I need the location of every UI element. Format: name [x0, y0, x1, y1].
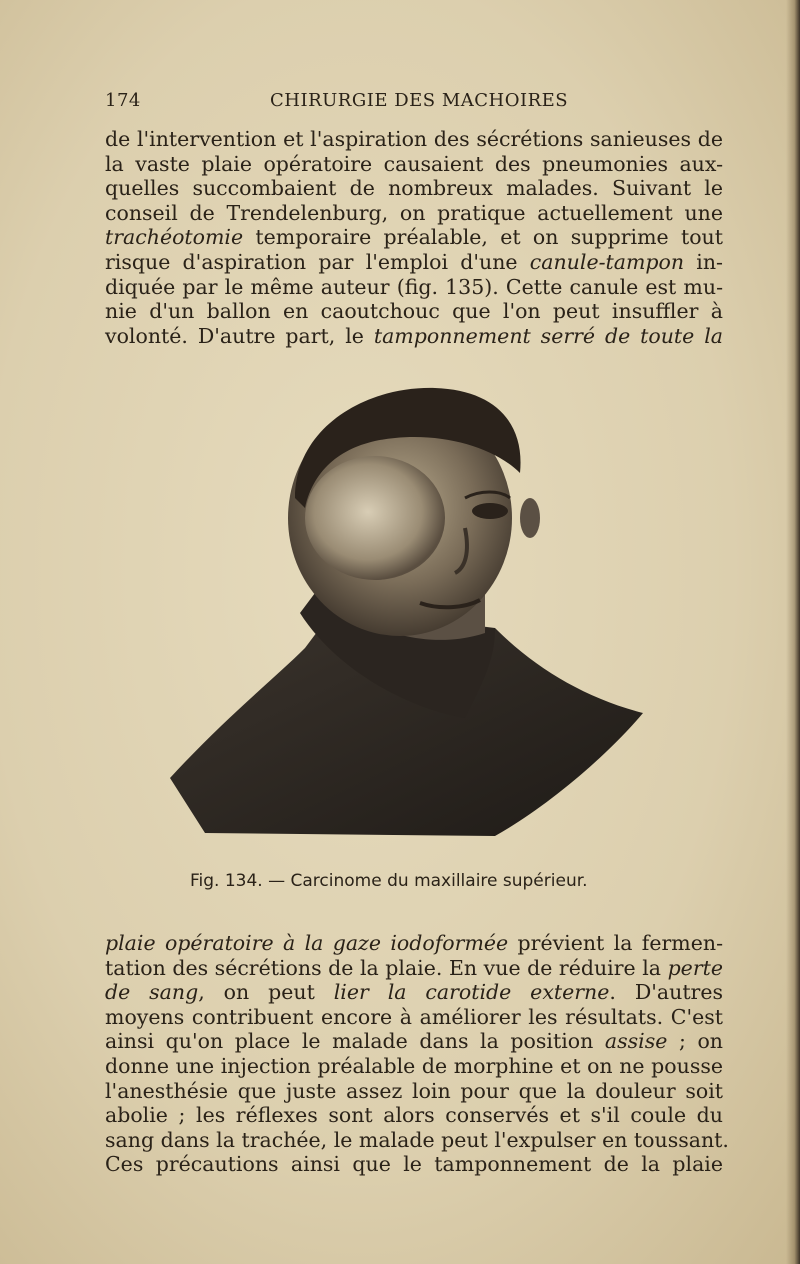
text-line	[105, 1079, 723, 1104]
text-run: l'anesthésie que juste assez loin pour que la douleur soit	[105, 1078, 723, 1103]
text-line	[105, 324, 723, 349]
italic-text: perte	[667, 955, 723, 980]
page-number: 174	[105, 90, 141, 111]
text-line	[105, 1152, 723, 1177]
text-run: prévient la fermen-	[508, 931, 723, 955]
tumor-swelling	[305, 456, 445, 580]
text-run: ; on	[667, 1029, 723, 1054]
portrait-illustration	[165, 378, 645, 843]
text-run: tation des sécrétions de la plaie. En vue de réduire la	[105, 955, 668, 980]
text-run: ainsi qu'on place le malade dans la position	[105, 1029, 605, 1054]
italic-text: canule-tampon	[529, 249, 685, 274]
text-run: moyens contribuent encore à améliorer les résultats. C'est	[105, 1004, 723, 1029]
text-run: quelles succombaient de nombreux malades. Suivant le	[105, 176, 723, 201]
text-run: abolie ; les réflexes sont alors conservés et s'il coule du	[105, 1103, 723, 1128]
text-run: donne une injection préalable de morphine et on ne pousse	[105, 1053, 723, 1078]
text-run: diquée par le même auteur (fig. 135). Cette canule est mu-	[105, 274, 723, 299]
text-line	[105, 127, 723, 152]
text-run: nie d'un ballon en caoutchouc que l'on peut insuffler à	[105, 299, 723, 324]
text-line	[105, 201, 723, 226]
text-line	[105, 275, 723, 300]
text-line	[105, 956, 723, 981]
text-run: . D'autres	[609, 980, 724, 1005]
italic-text: plaie opératoire à la gaze iodoformée	[105, 931, 509, 955]
text-line	[105, 1005, 723, 1030]
text-line	[105, 980, 723, 1005]
text-run: volonté. D'autre part, le	[105, 323, 374, 348]
text-line	[105, 250, 723, 275]
text-run: risque d'aspiration par l'emploi d'une	[105, 249, 530, 274]
paragraph-top	[105, 127, 723, 348]
running-title: CHIRURGIE DES MACHOIRES	[270, 90, 569, 111]
figure-caption: Fig. 134. — Carcinome du maxillaire supérieur.	[190, 871, 588, 891]
text-run: temporaire préalable, et on supprime tout	[243, 225, 723, 250]
text-run: conseil de Trendelenburg, on pratique actuellement une	[105, 200, 723, 225]
text-line	[105, 225, 723, 250]
text-run: la vaste plaie opératoire causaient des pneumonies aux-	[105, 151, 723, 176]
text-line	[105, 931, 723, 956]
text-run: de l'intervention et l'aspiration des sécrétions sanieuses de	[105, 127, 723, 151]
italic-text: lier la carotide externe	[333, 980, 610, 1005]
page-header	[105, 90, 725, 116]
text-line	[105, 1029, 723, 1054]
text-line	[105, 1054, 723, 1079]
text-run: Ces précautions ainsi que le tamponnement de la plaie	[105, 1152, 723, 1177]
text-line	[105, 1127, 729, 1153]
text-run: , on peut	[198, 980, 334, 1005]
text-line	[105, 1103, 723, 1128]
text-line	[105, 176, 723, 201]
italic-text: tamponnement serré de toute la	[373, 323, 723, 348]
figure-portrait	[165, 378, 645, 843]
italic-text: assise	[604, 1029, 668, 1054]
text-line	[105, 299, 723, 324]
text-run: in-	[684, 249, 723, 274]
paragraph-bottom	[105, 931, 729, 1177]
italic-text: trachéotomie	[105, 225, 244, 250]
italic-text: de sang	[105, 980, 199, 1005]
page-edge-shadow	[786, 0, 800, 1264]
text-line	[105, 152, 723, 177]
text-run: sang dans la trachée, le malade peut l'expulser en toussant.	[105, 1127, 729, 1152]
